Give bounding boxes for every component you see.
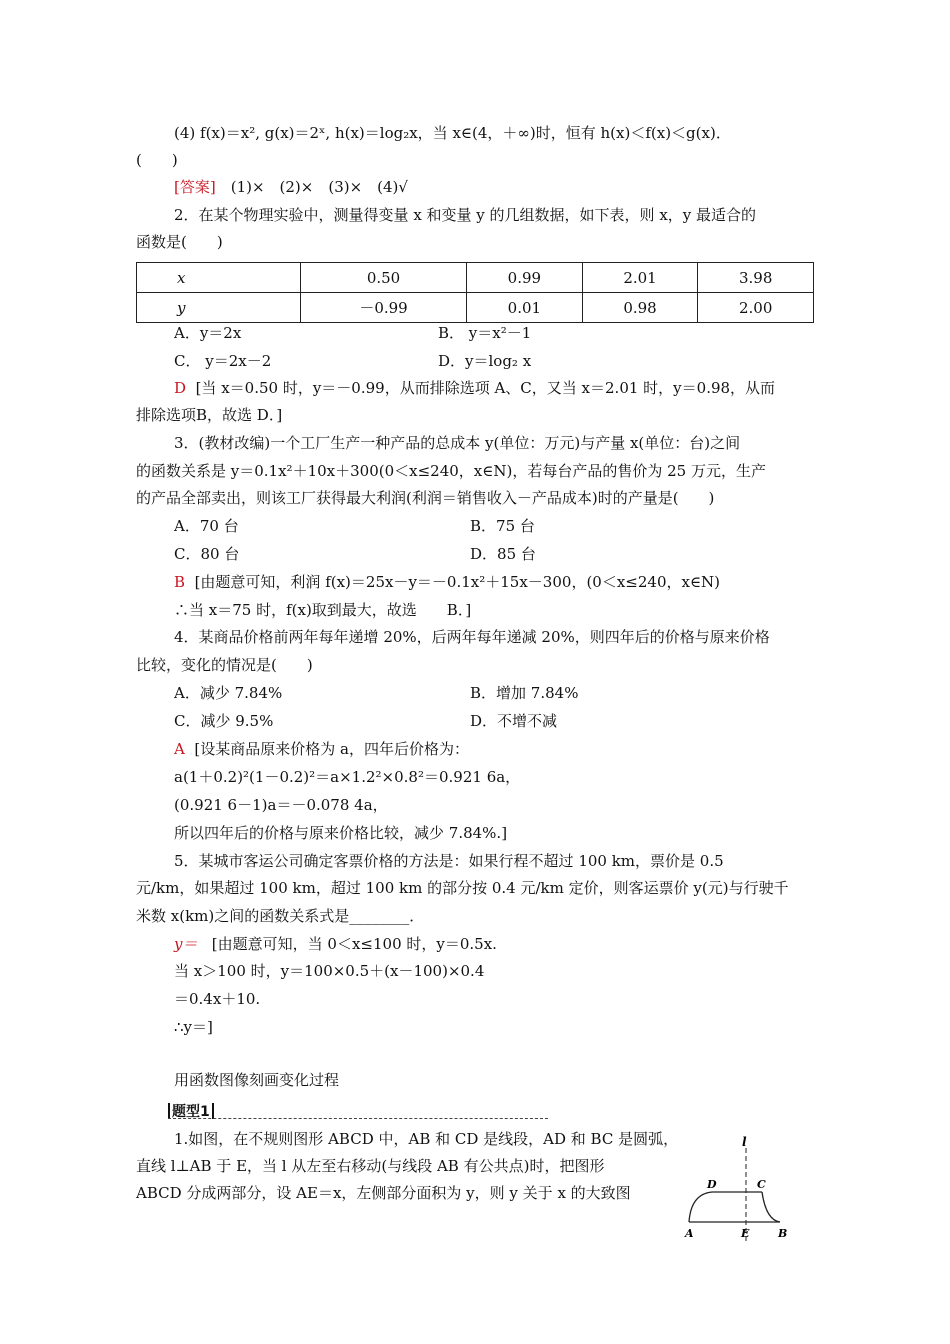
q5-explanation-text: [由题意可知，当 0＜x≤100 时，y＝0.5x. [211, 935, 497, 953]
q2-data-table [136, 262, 814, 323]
q3-option-c: C．80 台 [174, 545, 240, 563]
figure-abcd [680, 1130, 810, 1245]
q5-explanation-line-1 [174, 933, 497, 955]
q5-explanation-line-2: 当 x＞100 时，y＝100×0.5＋(x－100)×0.4 [174, 962, 485, 980]
q4-line-1: 4．某商品价格前两年每年递增 20%，后两年每年递减 20%，则四年后的价格与原来价格 [174, 628, 770, 646]
label-e: E [741, 1227, 750, 1240]
q3-answer-letter: B [174, 573, 186, 591]
q2-explanation-text: [当 x＝0.50 时，y＝－0.99，从而排除选项 A、C，又当 x＝2.01 时，y＝0.98，从而 [195, 379, 776, 397]
q6-line-2: 直线 l⊥AB 于 E，当 l 从左至右移动(与线段 AB 有公共点)时，把图形 [136, 1157, 605, 1175]
q2-option-c: C． y＝2x－2 [174, 352, 272, 370]
q3-explanation-line-2: ∴当 x＝75 时，f(x)取到最大，故选 B．] [174, 601, 472, 619]
q6-line-3: ABCD 分成两部分，设 AE＝x，左侧部分面积为 y，则 y 关于 x 的大致图 [136, 1184, 631, 1202]
q2-answer-letter: D [174, 379, 187, 397]
label-c: C [757, 1178, 766, 1191]
q5-line-2: 元/km，如果超过 100 km，超过 100 km 的部分按 0.4 元/km 定价，则客运票价 y(元)与行驶千 [136, 879, 789, 897]
q3-option-d: D．85 台 [470, 545, 536, 563]
q3-line-3: 的产品全部卖出，则该工厂获得最大利润(利润＝销售收入－产品成本)时的产量是( ) [136, 489, 715, 507]
q4-option-c: C．减少 9.5% [174, 712, 274, 730]
label-b: B [778, 1227, 788, 1240]
q3-option-b: B．75 台 [470, 517, 535, 535]
q2-option-b: B． y＝x²－1 [438, 324, 532, 342]
q2-explanation-line-1 [174, 377, 775, 399]
q-prev-line-1: (4) f(x)＝x², g(x)＝2ˣ, h(x)＝log₂x，当 x∈(4，＋∞)时，恒有 h(x)＜f(x)＜g(x)． [174, 124, 731, 142]
q5-answer-tag: y＝ [174, 935, 198, 953]
q3-option-a: A．70 台 [174, 517, 239, 535]
table-cell: －0.99 [301, 293, 467, 323]
q-prev-line-2: ( ) [136, 151, 178, 169]
q4-answer-letter: A [174, 740, 185, 758]
table-cell: 2.01 [582, 263, 698, 293]
q4-explanation-line-3: (0.921 6－1)a＝－0.078 4a， [174, 796, 388, 814]
table-cell: y [137, 293, 301, 323]
q3-line-2: 的函数关系是 y＝0.1x²＋10x＋300(0＜x≤240，x∈N)，若每台产品的售价为 25 万元，生产 [136, 462, 766, 480]
q3-line-1: 3．(教材改编)一个工厂生产一种产品的总成本 y(单位：万元)与产量 x(单位：台)之间 [174, 434, 741, 452]
table-cell: 0.99 [467, 263, 583, 293]
q2-line-2: 函数是( ) [136, 233, 223, 251]
q5-line-3: 米数 x(km)之间的函数关系式是________． [136, 907, 425, 925]
section-title: 用函数图像刻画变化过程 [174, 1071, 340, 1089]
q4-explanation-line-2: a(1＋0.2)²(1－0.2)²＝a×1.2²×0.8²＝0.921 6a， [174, 768, 521, 786]
q4-explanation-text: [设某商品原来价格为 a，四年后价格为： [194, 740, 469, 758]
q5-explanation-line-4: ∴y＝] [174, 1018, 213, 1036]
table-cell: 0.01 [467, 293, 583, 323]
q4-option-b: B．增加 7.84% [470, 684, 579, 702]
table-cell: 0.50 [301, 263, 467, 293]
q6-line-1: 1.如图，在不规则图形 ABCD 中，AB 和 CD 是线段，AD 和 BC 是圆弧， [174, 1130, 679, 1148]
table-cell: 0.98 [582, 293, 698, 323]
answer-tag: [答案] [174, 178, 216, 196]
label-a: A [685, 1227, 694, 1240]
q2-option-d: D．y＝log₂ x [438, 352, 532, 370]
q-prev-answer [174, 176, 408, 198]
table-row [137, 293, 814, 323]
q3-explanation-text: [由题意可知，利润 f(x)＝25x－y＝－0.1x²＋15x－300，(0＜x≤240，x∈N) [194, 573, 721, 591]
q4-option-d: D．不增不减 [470, 712, 558, 730]
label-d: D [707, 1178, 717, 1191]
arc-ad [689, 1192, 712, 1222]
q5-explanation-line-3: ＝0.4x＋10. [174, 990, 261, 1008]
q2-explanation-line-2: 排除选项B，故选 D．] [136, 406, 283, 424]
q4-line-2: 比较，变化的情况是( ) [136, 656, 313, 674]
answer-text: (1)× (2)× (3)× (4)√ [215, 178, 408, 196]
q5-line-1: 5．某城市客运公司确定客票价格的方法是：如果行程不超过 100 km，票价是 0.5 [174, 852, 724, 870]
q4-explanation-line-1 [174, 738, 469, 760]
q2-line-1: 2．在某个物理实验中，测量得变量 x 和变量 y 的几组数据，如下表，则 x，y 最适合的 [174, 206, 757, 224]
table-row [137, 263, 814, 293]
q4-option-a: A．减少 7.84% [174, 684, 283, 702]
question-type-text: 题型1 [172, 1104, 210, 1120]
table-cell: 2.00 [698, 293, 814, 323]
label-l: l [742, 1135, 747, 1149]
q4-explanation-line-4: 所以四年后的价格与原来价格比较，减少 7.84%.] [174, 824, 508, 842]
arc-cb [762, 1192, 780, 1222]
q3-explanation-line-1 [174, 571, 720, 593]
table-cell: 3.98 [698, 263, 814, 293]
q2-option-a: A．y＝2x [174, 324, 242, 342]
table-cell: x [137, 263, 301, 293]
dashed-divider [168, 1118, 548, 1119]
